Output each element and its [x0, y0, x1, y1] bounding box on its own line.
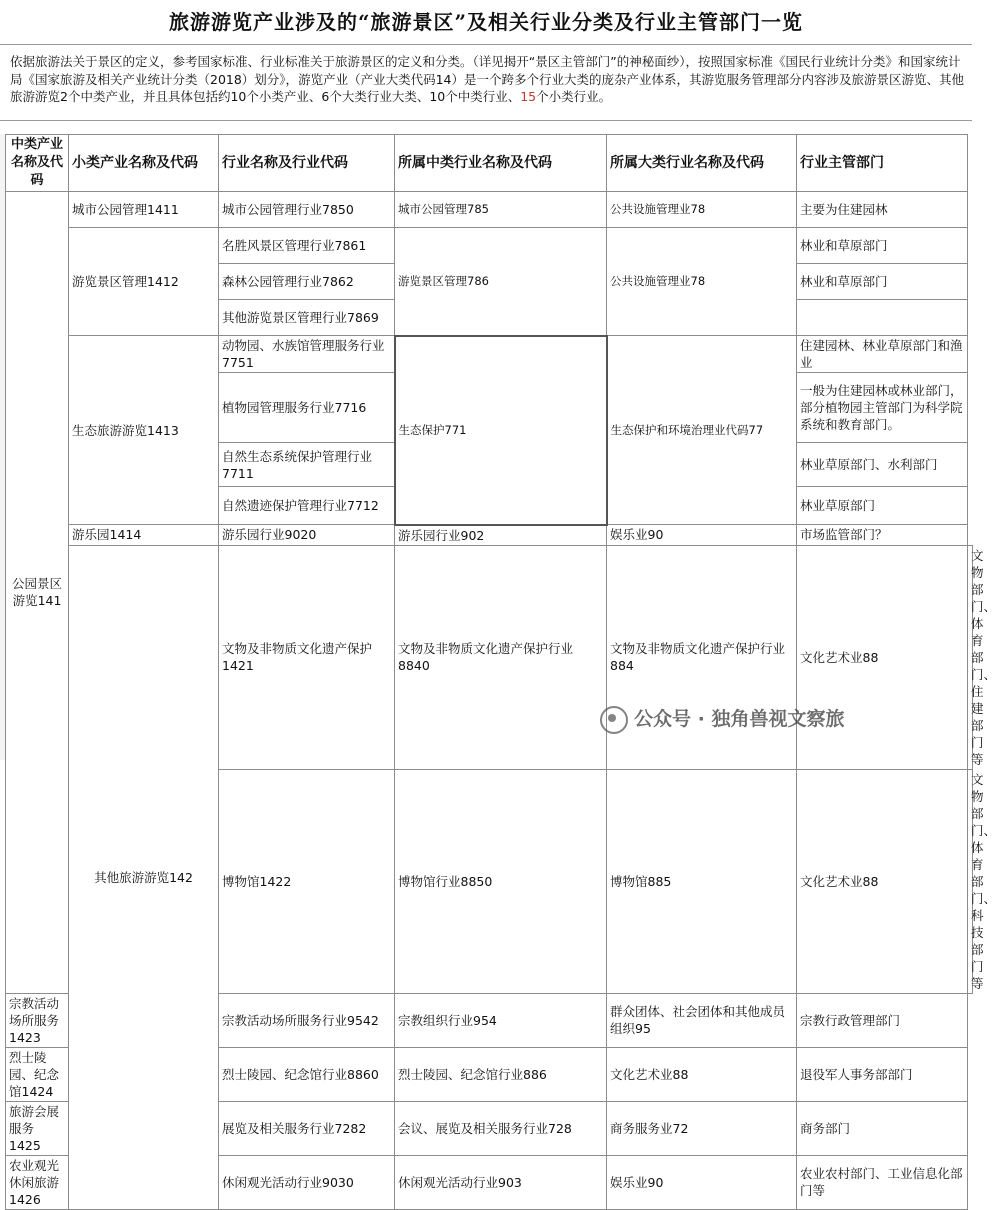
row-1422-ind: 博物馆行业8850 — [395, 769, 607, 993]
header-industry-code: 行业名称及行业代码 — [219, 135, 395, 192]
header-authority: 行业主管部门 — [797, 135, 968, 192]
row-1413-mid: 生态保护771 — [395, 336, 607, 525]
intro-text-a: 依据旅游法关于景区的定义，参考国家标准、行业标准关于旅游景区的定义和分类。（详见揭开“景区主管部门”的神秘面纱），按照国家标准《国民行业统计分类》和国家统计局《国家旅游及相关产业统计分类（2018）划分》，游览产业（产业大类代码14）是一个跨多个行业大类的庞杂产业体系，其游览服务管理部分内容涉及旅游景区游览、其他旅游游览2个中类产业，并且具体包括约10个小类产业、6个大类行业大类、10个中类行业、 — [10, 54, 964, 104]
row-1412-dept-3 — [797, 300, 968, 336]
row-1423-big: 群众团体、社会团体和其他成员组织95 — [607, 993, 797, 1047]
row-1421-ind: 文物及非物质文化遗产保护行业8840 — [395, 545, 607, 769]
row-1413-ind-4: 自然遗迹保护管理行业7712 — [219, 487, 395, 525]
row-1412-big: 公共设施管理业78 — [607, 228, 797, 336]
row-1413-dept-2: 一般为住建园林或林业部门，部分植物园主管部门为科学院系统和教育部门。 — [797, 373, 968, 443]
table-row — [6, 525, 973, 546]
row-1411-big: 公共设施管理业78 — [607, 192, 797, 228]
group-142: 其他旅游游览142 — [69, 545, 219, 1209]
row-1425-big: 商务服务业72 — [607, 1101, 797, 1155]
row-1413-dept-3: 林业草原部门、水利部门 — [797, 443, 968, 487]
row-1414-big: 娱乐业90 — [607, 525, 797, 546]
row-1414-mid: 游乐园行业902 — [395, 525, 607, 546]
row-1426-dept: 农业农村部门、工业信息化部门等 — [797, 1155, 968, 1209]
row-1414-ind: 游乐园行业9020 — [219, 525, 395, 546]
row-1412-sub: 游览景区管理1412 — [69, 228, 219, 336]
row-1424-dept: 退役军人事务部部门 — [797, 1047, 968, 1101]
row-1423-sub: 宗教活动场所服务1423 — [6, 993, 69, 1047]
intro-text-b: 个小类行业。 — [536, 89, 612, 104]
row-1422-sub: 博物馆1422 — [219, 769, 395, 993]
intro-paragraph — [0, 45, 972, 121]
row-1413-ind-1: 动物园、水族馆管理服务行业7751 — [219, 336, 395, 373]
classification-table — [5, 134, 996, 1210]
watermark — [600, 704, 844, 734]
header-mid-category: 所属中类行业名称及代码 — [395, 135, 607, 192]
row-1413-sub: 生态旅游游览1413 — [69, 336, 219, 525]
row-1412-ind-3: 其他游览景区管理行业7869 — [219, 300, 395, 336]
watermark-text: 公众号 · 独角兽视文察旅 — [634, 708, 845, 730]
row-1413-dept-4: 林业草原部门 — [797, 487, 968, 525]
wechat-logo-icon — [600, 706, 628, 734]
row-1412-mid: 游览景区管理786 — [395, 228, 607, 336]
row-1414-sub: 游乐园1414 — [69, 525, 219, 546]
row-1424-mid: 烈士陵园、纪念馆行业886 — [395, 1047, 607, 1101]
row-1411-sub: 城市公园管理1411 — [69, 192, 219, 228]
row-1421-big: 文化艺术业88 — [797, 545, 968, 769]
row-1411-dept: 主要为住建园林 — [797, 192, 968, 228]
header-sub-industry: 小类产业名称及代码 — [69, 135, 219, 192]
header-mid-industry: 中类产业名称及代码 — [6, 135, 69, 192]
row-1421-sub: 文物及非物质文化遗产保护1421 — [219, 545, 395, 769]
row-1423-dept: 宗教行政管理部门 — [797, 993, 968, 1047]
row-1421-mid: 文物及非物质文化遗产保护行业884 — [607, 545, 797, 769]
row-1413-dept-1: 住建园林、林业草原部门和渔业 — [797, 336, 968, 373]
page-title: 旅游游览产业涉及的“旅游景区”及相关行业分类及行业主管部门一览 — [0, 0, 972, 45]
row-1425-sub: 旅游会展服务1425 — [6, 1101, 69, 1155]
row-1413-ind-3: 自然生态系统保护管理行业7711 — [219, 443, 395, 487]
row-1412-dept-1: 林业和草原部门 — [797, 228, 968, 264]
row-1422-dept: 文物部门、体育部门、科技部门等 — [968, 769, 973, 993]
row-1423-ind: 宗教活动场所服务行业9542 — [219, 993, 395, 1047]
row-1426-big: 娱乐业90 — [607, 1155, 797, 1209]
row-1422-mid: 博物馆885 — [607, 769, 797, 993]
row-1425-ind: 展览及相关服务行业7282 — [219, 1101, 395, 1155]
table-row — [6, 545, 973, 769]
row-1424-big: 文化艺术业88 — [607, 1047, 797, 1101]
row-1422-big: 文化艺术业88 — [797, 769, 968, 993]
table-header-row — [6, 135, 973, 192]
row-1426-sub: 农业观光休闲旅游1426 — [6, 1155, 69, 1209]
group-141: 公园景区游览141 — [6, 192, 69, 994]
table-row — [6, 192, 973, 228]
row-1421-dept: 文物部门、体育部门、住建部门等 — [968, 545, 973, 769]
intro-highlight-number: 15 — [520, 89, 537, 104]
header-big-category: 所属大类行业名称及代码 — [607, 135, 797, 192]
row-1414-dept: 市场监管部门？ — [797, 525, 968, 546]
row-1425-mid: 会议、展览及相关服务行业728 — [395, 1101, 607, 1155]
table-row — [6, 336, 973, 373]
row-1412-ind-2: 森林公园管理行业7862 — [219, 264, 395, 300]
row-1412-dept-2: 林业和草原部门 — [797, 264, 968, 300]
row-1411-mid: 城市公园管理785 — [395, 192, 607, 228]
row-1424-ind: 烈士陵园、纪念馆行业8860 — [219, 1047, 395, 1101]
table-row — [6, 228, 973, 264]
row-1424-sub: 烈士陵园、纪念馆1424 — [6, 1047, 69, 1101]
row-1425-dept: 商务部门 — [797, 1101, 968, 1155]
row-1426-mid: 休闲观光活动行业903 — [395, 1155, 607, 1209]
row-1423-mid: 宗教组织行业954 — [395, 993, 607, 1047]
row-1412-ind-1: 名胜风景区管理行业7861 — [219, 228, 395, 264]
row-1426-ind: 休闲观光活动行业9030 — [219, 1155, 395, 1209]
row-1411-ind: 城市公园管理行业7850 — [219, 192, 395, 228]
row-1413-ind-2: 植物园管理服务行业7716 — [219, 373, 395, 443]
row-1413-big: 生态保护和环境治理业代码77 — [607, 336, 797, 525]
